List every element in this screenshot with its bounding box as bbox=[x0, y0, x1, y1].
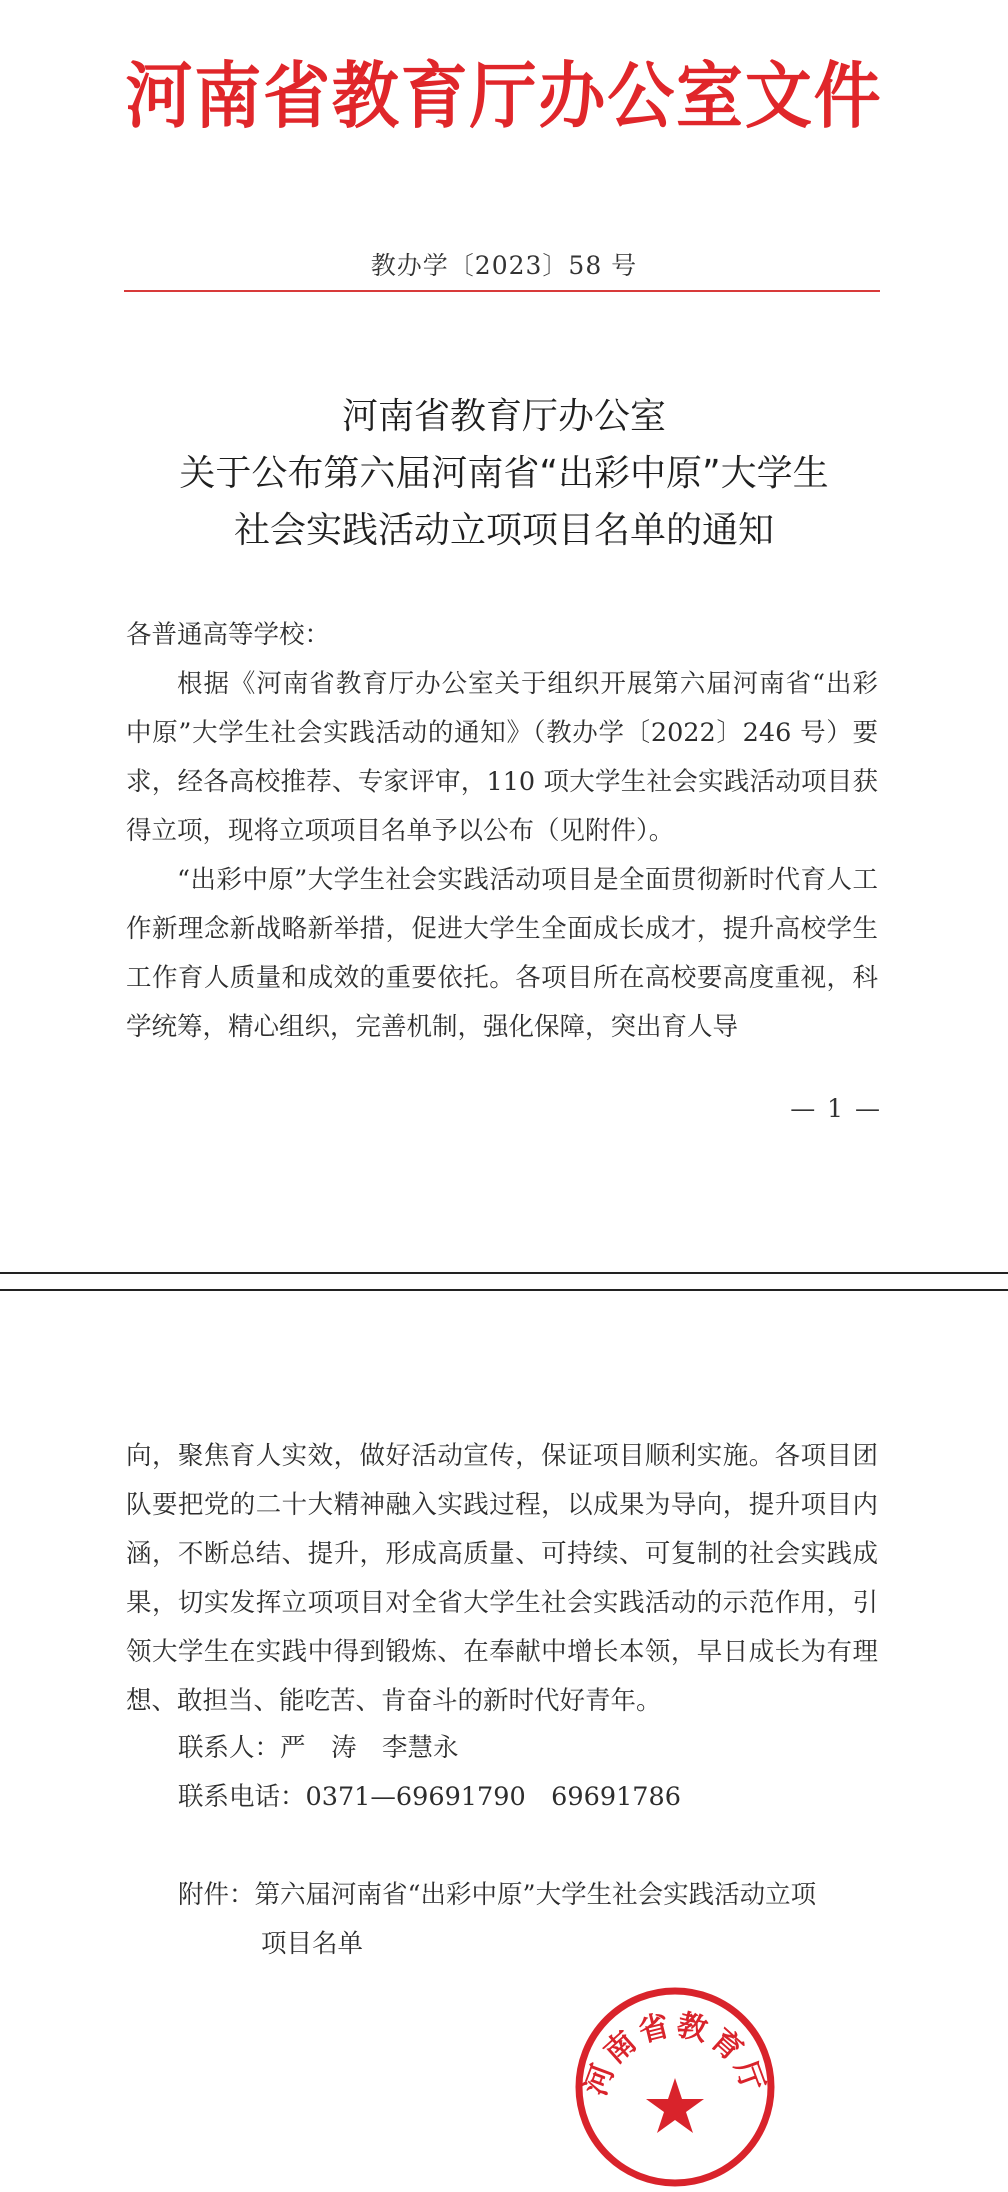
body-paragraph-2-continued: 向，聚焦育人实效，做好活动宣传，保证项目顺利实施。各项目团队要把党的二十大精神融入实践过程，以成果为导向，提升项目内涵，不断总结、提升，形成高质量、可持续、可复制的社会实践成果，切实发挥立项项目对全省大学生社会实践活动的示范作用，引领大学生在实践中得到锻炼、在奉献中增长本领，早日成长为有理想、敢担当、能吃苦、肯奋斗的新时代好青年。 bbox=[126, 1441, 878, 1716]
page-break-line-top bbox=[0, 1272, 1008, 1274]
attachment-note bbox=[178, 1871, 880, 1969]
attachment-label: 附件： bbox=[178, 1880, 255, 1910]
official-seal-icon bbox=[570, 1982, 780, 2192]
attachment-title-line-2: 项目名单 bbox=[261, 1929, 364, 1959]
red-divider-line bbox=[124, 290, 880, 292]
salutation: 各普通高等学校： bbox=[126, 620, 331, 650]
page-number: — 1 — bbox=[790, 1094, 882, 1123]
document-title bbox=[0, 388, 1008, 559]
body-paragraph-1: 根据《河南省教育厅办公室关于组织开展第六届河南省“出彩中原”大学生社会实践活动的通知》（教办学〔2022〕246 号）要求，经各高校推荐、专家评审，110 项大学生社会实践活动项目获得立项，现将立项项目名单予以公布（见附件）。 bbox=[126, 669, 878, 846]
contact-people: 联系人：严 涛 李慧永 bbox=[178, 1733, 459, 1763]
seal-arc-text: 河南省教育厅 bbox=[578, 2007, 772, 2101]
seal-star-icon bbox=[646, 2078, 704, 2133]
title-line-3: 社会实践活动立项项目名单的通知 bbox=[233, 510, 774, 551]
body-paragraph-2: “出彩中原”大学生社会实践活动项目是全面贯彻新时代育人工作新理念新战略新举措，促进大学生全面成长成才，提升高校学生工作育人质量和成效的重要依托。各项目所在高校要高度重视，科学统筹，精心组织，完善机制，强化保障，突出育人导 bbox=[126, 865, 878, 1042]
document-number: 教办学〔2023〕58 号 bbox=[370, 251, 638, 280]
attachment-title-line-1: 第六届河南省“出彩中原”大学生社会实践活动立项 bbox=[254, 1880, 817, 1910]
title-line-1: 河南省教育厅办公室 bbox=[341, 396, 666, 437]
document-masthead: 河南省教育厅办公室文件 bbox=[125, 54, 883, 138]
title-line-2: 关于公布第六届河南省“出彩中原”大学生 bbox=[179, 453, 829, 494]
contact-phone: 联系电话：0371—69691790 69691786 bbox=[178, 1782, 681, 1812]
